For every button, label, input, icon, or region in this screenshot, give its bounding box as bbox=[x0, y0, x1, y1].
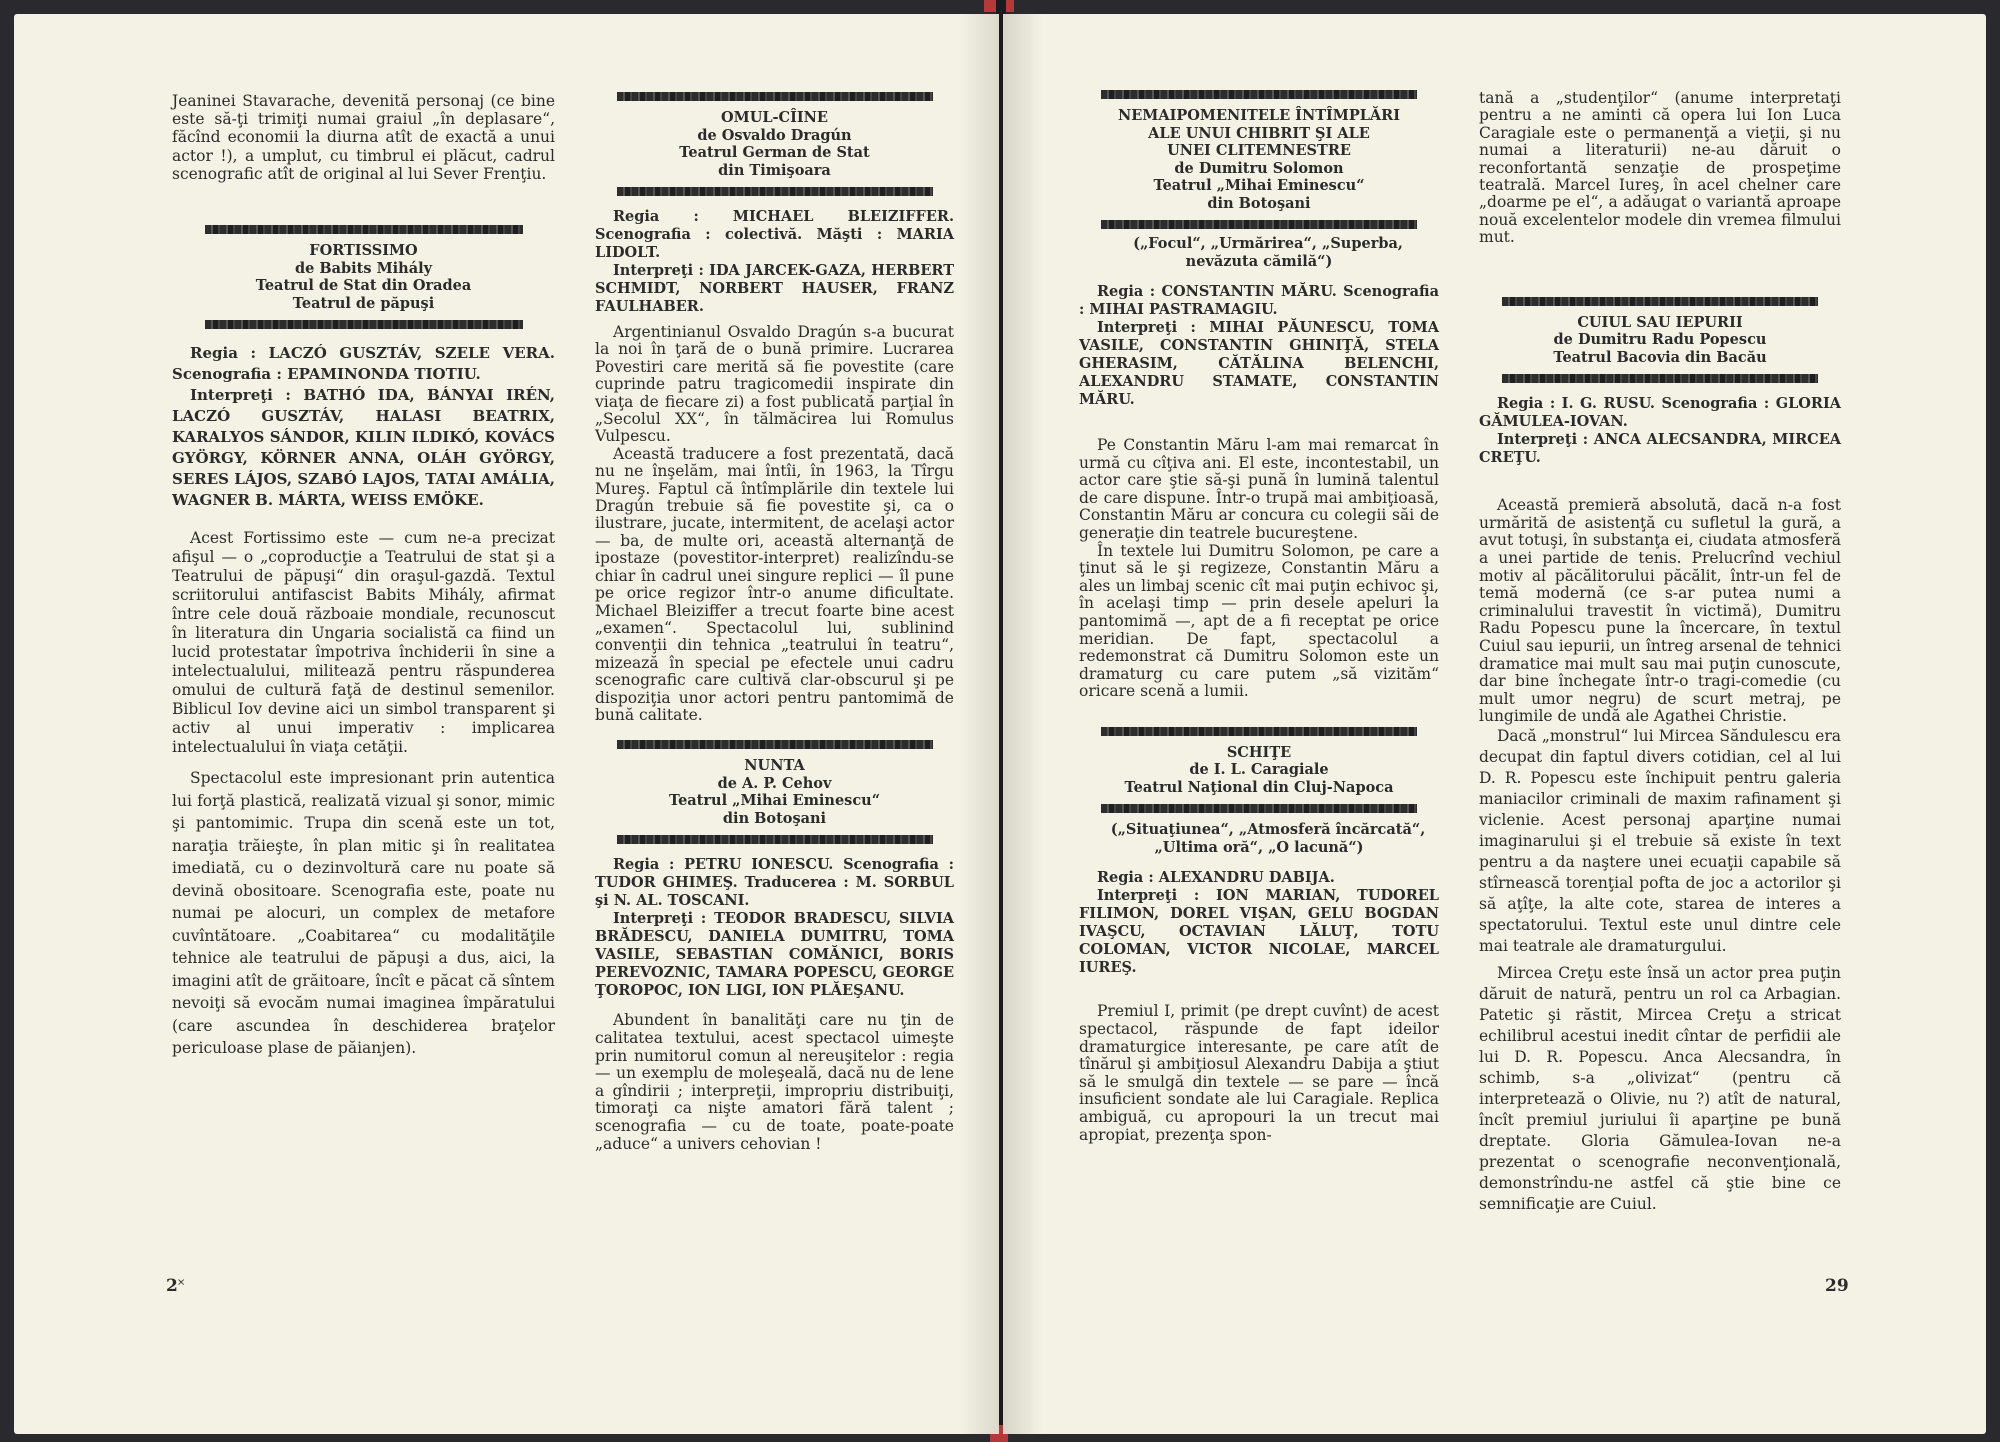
left-page bbox=[14, 14, 999, 1434]
review-theatre: din Botoşani bbox=[1207, 194, 1311, 212]
credits-direction: Regia : I. G. RUSU. Scenografia : GLORIA GĂMULEA-IOVAN. bbox=[1479, 395, 1841, 431]
review-author: de I. L. Caragiale bbox=[1189, 761, 1329, 779]
review-theatre: din Timişoara bbox=[718, 161, 831, 179]
body-paragraph: Premiul I, primit (pe drept cuvînt) de acest spectacol, răspunde de fapt ideilor dramaturgice interesante, pe care atît de tînărul şi ambiţiosul Alexandru Dabija a ştiut să le smulgă din textele — se pare — încă insuficient sondate ale lui Caragiale. Replica ambiguă, cu apropouri la un trecut mai apropiat, prezenţa spon- bbox=[1079, 1002, 1439, 1144]
section-divider bbox=[1502, 297, 1818, 306]
review-heading bbox=[1479, 314, 1841, 367]
review-subtitle: („Focul“, „Urmărirea“, „Superba, nevăzuta cămilă“) bbox=[1133, 235, 1403, 270]
review-heading bbox=[1079, 107, 1439, 212]
credits-direction: Regia : PETRU IONESCU. Scenografia : TUDOR GHIMEŞ. Traducerea : M. SORBUL şi N. AL. TOSCANI. bbox=[595, 856, 954, 910]
credits-cast: Interpreţi : ION MARIAN, TUDOREL FILIMON, DOREL VIŞAN, GELU BOGDAN IVAŞCU, OCTAVIAN LĂLUŢ, TOTU COLOMAN, VICTOR NICOLAE, MARCEL IUREŞ. bbox=[1079, 887, 1439, 977]
review-title: SCHIŢE bbox=[1226, 743, 1292, 761]
review-title: FORTISSIMO bbox=[309, 242, 418, 260]
review-theatre: din Botoşani bbox=[722, 809, 827, 827]
right-gutter-shadow bbox=[1003, 14, 1043, 1434]
credits-direction: Regia : CONSTANTIN MĂRU. Scenografia : MIHAI PASTRAMAGIU. bbox=[1079, 283, 1439, 318]
review-theatre: Teatrul „Mihai Eminescu“ bbox=[1153, 177, 1365, 194]
review-theatre: Teatrul German de Stat bbox=[679, 144, 870, 161]
left-column-1 bbox=[172, 92, 555, 1060]
review-author: de Osvaldo Dragún bbox=[697, 126, 852, 144]
review-heading bbox=[595, 757, 954, 827]
page-number: 2˟ bbox=[166, 1276, 185, 1296]
body-paragraph: Această premieră absolută, dacă n-a fost urmărită de asistenţă cu sufletul la gură, a avut totuşi, în substanţa ei, ciudata atmosferă a unei partide de tenis. Prelucrînd vechiul motiv al păcălitorului păcălit, într-un fel de temă modernă (ce s-ar putea numi a criminalului travestit în victimă), Dumitru Radu Popescu pune la încercare, în textul Cuiul sau iepurii, un întreg arsenal de tehnici dramatice mai mult sau mai puţin cunoscute, dar bine închegate într-o tragi-comedie (cu mult umor negru) de scurt metraj, pe lungimile de undă ale Agathei Christie. bbox=[1479, 496, 1841, 726]
review-subtitle: („Situaţiunea“, „Atmosferă încărcată“, „Ultima oră“, „O lacună“) bbox=[1110, 821, 1426, 857]
review-title: NEMAIPOMENITELE ÎNTÎMPLĂRI bbox=[1117, 107, 1401, 124]
review-theatre: Teatrul de Stat din Oradea bbox=[255, 277, 472, 295]
section-divider bbox=[617, 92, 933, 101]
body-paragraph: Acest Fortissimo este — cum ne-a precizat afişul — o „coproducţie a Teatrului de stat şi a Teatrului de păpuşi“ din oraşul-gazdă. Textul scriitorului antifascist Babits Mihály, afirmat între cele două războaie mondiale, recunoscut în literatura din Ungaria socialistă ca fiind un lucid protestatar împotriva închiderii în sine a intelectualului, militează pentru răspunderea omului de cultură faţă de destinul semenilor. Biblicul Iov devine aici un simbol transparent şi activ al unui imperativ : implicarea intelectualului în viaţa cetăţii. bbox=[172, 529, 555, 757]
review-author: de Dumitru Solomon bbox=[1174, 159, 1344, 177]
review-theatre: Teatrul de păpuşi bbox=[292, 294, 435, 312]
credits-cast: Interpreţi : BATHÓ IDA, BÁNYAI IRÉN, LACZÓ GUSZTÁV, HALASI BEATRIX, KARALYOS SÁNDOR, KILIN ILDIKÓ, KOVÁCS GYÖRGY, KÖRNER ANNA, OLÁH GYÖRGY, SERES LÁJOS, SZABÓ LAJOS, TATAI AMÁLIA, WAGNER B. MÁRTA, WEISS EMÖKE. bbox=[172, 386, 555, 510]
left-gutter-shadow bbox=[959, 14, 999, 1434]
left-column-2 bbox=[595, 92, 954, 1153]
right-column-1 bbox=[1079, 90, 1439, 1144]
section-divider bbox=[1101, 727, 1417, 736]
review-heading bbox=[595, 109, 954, 179]
review-title: UNEI CLITEMNESTRE bbox=[1167, 142, 1351, 159]
body-paragraph: Dacă „monstrul“ lui Mircea Săndulescu era decupat din faptul divers cotidian, cel al lui D. R. Popescu este închipuit pentru galeria maniacilor criminali de maxim rafinament şi viclenie. Acest personaj aparţine numai imaginarului şi el trebuie să existe în text pentru a da naştere unei ecuaţii capabile să stîrnească torenţial pofta de joc a actorilor şi să aţîţe, la alte cote, starea de interes a spectatorului. Textul este unul dintre cele mai teatrale ale dramaturgului. bbox=[1479, 726, 1841, 955]
review-title: NUNTA bbox=[744, 757, 805, 775]
section-divider bbox=[205, 225, 523, 234]
review-heading bbox=[172, 242, 555, 312]
review-theatre: Teatrul Naţional din Cluj-Napoca bbox=[1124, 778, 1394, 796]
review-author: de Dumitru Radu Popescu bbox=[1553, 331, 1767, 349]
credits-direction: Regia : MICHAEL BLEIZIFFER. Scenografia : colectivă. Măşti : MARIA LIDOLT. bbox=[595, 208, 954, 261]
page-number: 29 bbox=[1825, 1276, 1849, 1296]
credits-cast: Interpreţi : MIHAI PĂUNESCU, TOMA VASILE, CONSTANTIN GHINIŢĂ, STELA GHERASIM, CĂTĂLINA BELENCHI, ALEXANDRU STAMATE, CONSTANTIN MĂRU. bbox=[1079, 319, 1439, 408]
review-title: OMUL-CÎINE bbox=[721, 109, 828, 126]
review-heading bbox=[1079, 744, 1439, 797]
section-divider bbox=[1101, 220, 1417, 229]
credits-cast: Interpreţi : TEODOR BRADESCU, SILVIA BRĂDESCU, DANIELA DUMITRU, TOMA VASILE, SEBASTIAN COMĂNICI, BORIS PEREVOZNIC, TAMARA POPESCU, GEORGE ŢOROPOC, ION LIGI, ION PLĂEŞANU. bbox=[595, 910, 954, 1000]
review-theatre: Teatrul „Mihai Eminescu“ bbox=[668, 792, 881, 810]
credits-direction: Regia : ALEXANDRU DABIJA. bbox=[1097, 869, 1335, 887]
review-title: CUIUL SAU IEPURII bbox=[1577, 313, 1743, 331]
body-paragraph: tană a „studenţilor“ (anume interpretaţi pentru a ne aminti că opera lui Ion Luca Caragiale este o permanenţă a vieţii, şi nu numai a literaturii) ne-au dăruit o reconfortantă senzaţie de prospeţime teatrală. Marcel Iureş, în acel chelner care „doarme pe el“, a adăugat o variantă aproape nouă excelentelor modele din vremea filmului mut. bbox=[1479, 89, 1841, 247]
right-column-2 bbox=[1479, 90, 1841, 1215]
review-author: de Babits Mihály bbox=[294, 259, 433, 277]
body-paragraph: Mircea Creţu este însă un actor prea puţin dăruit de natură, pentru un rol ca Arbagian. Patetic şi răstit, Mircea Creţu a stricat echilibrul acestui inedit cîntar de perfidii ale lui D. R. Popescu. Anca Alecsandra, în schimb, s-a „olivizat“ (pentru că interpretează o Olivie, nu ?) atît de natural, încît premiul juriului îi aparţine pe bună dreptate. Gloria Gămulea-Iovan ne-a prezentat o scenografie neconvenţională, demonstrîndu-ne astfel că ştie bine ce semnificaţie are Cuiul. bbox=[1479, 963, 1841, 1213]
section-divider bbox=[1101, 804, 1417, 813]
right-page bbox=[1003, 14, 1986, 1434]
body-paragraph: Abundent în banalităţi care nu ţin de calitatea textului, acest spectacol uimeşte prin numitorul comun al nereuşitelor : regia — un exemplu de moleşeală, dacă nu de lene a gîndirii ; interpreţii, impropriu distribuiţi, timoraţi ca nişte amatori fără talent ; scenografia — cu de toate, poate-poate „aduce“ a univers cehovian ! bbox=[595, 1011, 954, 1153]
section-divider bbox=[1502, 374, 1818, 383]
section-divider bbox=[617, 740, 933, 749]
intro-paragraph: Jeaninei Stavarache, devenită personaj (ce bine este să-ţi trimiţi numai graiul „în deplasare“, făcînd economii la diurna atît de exactă a unui actor !), a umplut, cu timbrul ei plăcut, cadrul scenografic atît de original al lui Sever Frenţiu. bbox=[172, 92, 555, 183]
section-divider bbox=[1101, 90, 1417, 99]
section-divider bbox=[617, 187, 933, 196]
body-paragraph: Pe Constantin Măru l-am mai remarcat în urmă cu cîţiva ani. El este, incontestabil, un actor care ştie să-şi pună în lumină talentul de care dispune. Într-o trupă mai ambiţioasă, Constantin Măru ar concura cu colegii săi de generaţie din teatrele bucureştene. bbox=[1079, 436, 1439, 542]
review-author: de A. P. Cehov bbox=[717, 774, 832, 792]
body-paragraph: Argentinianul Osvaldo Dragún s-a bucurat la noi în ţară de o bună primire. Lucrarea Povestiri care merită să fie povestite (care cuprinde patru tragicomedii inspirate din viaţa de fiecare zi) a fost publicată parţial în „Secolul XX“, în tălmăcirea lui Romulus Vulpescu. bbox=[595, 323, 954, 446]
section-divider bbox=[205, 320, 523, 329]
body-paragraph: În textele lui Dumitru Solomon, pe care a ţinut să le şi regizeze, Constantin Măru a ales un limbaj scenic cît mai puţin echivoc şi, în acelaşi timp — prin desele apeluri la pantomimă —, apt de a fi receptat pe orice meridian. De fapt, spectacolul a redemonstrat că Dumitru Solomon este un dramaturg cu care putem „să vizităm“ oricare scenă a lumii. bbox=[1079, 541, 1439, 701]
body-paragraph: Spectacolul este impresionant prin autentica lui forţă plastică, realizată vizual şi sonor, mimic şi pantomimic. Trupa din scenă este un tot, naraţia trăieşte, în plan mitic şi în realitatea imediată, cu o dezinvoltură care nu poate să devină obositoare. Scenografia este, poate nu numai pe alocuri, un complex de metafore cuvîntătoare. „Coabitarea“ cu modalităţile tehnice ale teatrului de păpuşi a dus, aici, la imagini atît de grăitoare, încît e păcat că sîntem nevoiţi să evocăm numai imaginea împăratului (care ascundea în deschiderea braţelor periculoase plase de păianjen). bbox=[172, 769, 555, 1058]
body-paragraph: Această traducere a fost prezentată, dacă nu ne înşelăm, mai întîi, în 1963, la Tîrgu Mureş. Faptul că întîmplările din textele lui Dragún trebuie să fie povestite şi, ca o ilustrare, jucate, intermitent, de acelaşi actor — ba, de multe ori, această alternanţă de ipostaze (povestitor-interpret) realizîndu-se chiar în cadrul unei singure replici — îl pune pe orice regizor într-o anume dificultate. Michael Bleiziffer a trecut foarte bine acest „examen“. Spectacolul lui, sublinind convenţii din tehnica „teatrului în teatru“, mizează în special pe efectele unui cadru scenografic care cultivă clar-obscurul şi pe dispoziţia unor actori pentru pantomimă de bună calitate. bbox=[595, 444, 954, 724]
section-divider bbox=[617, 835, 933, 844]
credits-cast: Interpreţi : ANCA ALECSANDRA, MIRCEA CREŢU. bbox=[1479, 431, 1841, 467]
review-title: ALE UNUI CHIBRIT ŞI ALE bbox=[1148, 124, 1370, 142]
credits-direction: Regia : LACZÓ GUSZTÁV, SZELE VERA. Scenografia : EPAMINONDA TIOTIU. bbox=[172, 344, 555, 384]
credits-cast: Interpreţi : IDA JARCEK-GAZA, HERBERT SCHMIDT, NORBERT HAUSER, FRANZ FAULHABER. bbox=[595, 262, 954, 315]
review-theatre: Teatrul Bacovia din Bacău bbox=[1553, 348, 1767, 366]
